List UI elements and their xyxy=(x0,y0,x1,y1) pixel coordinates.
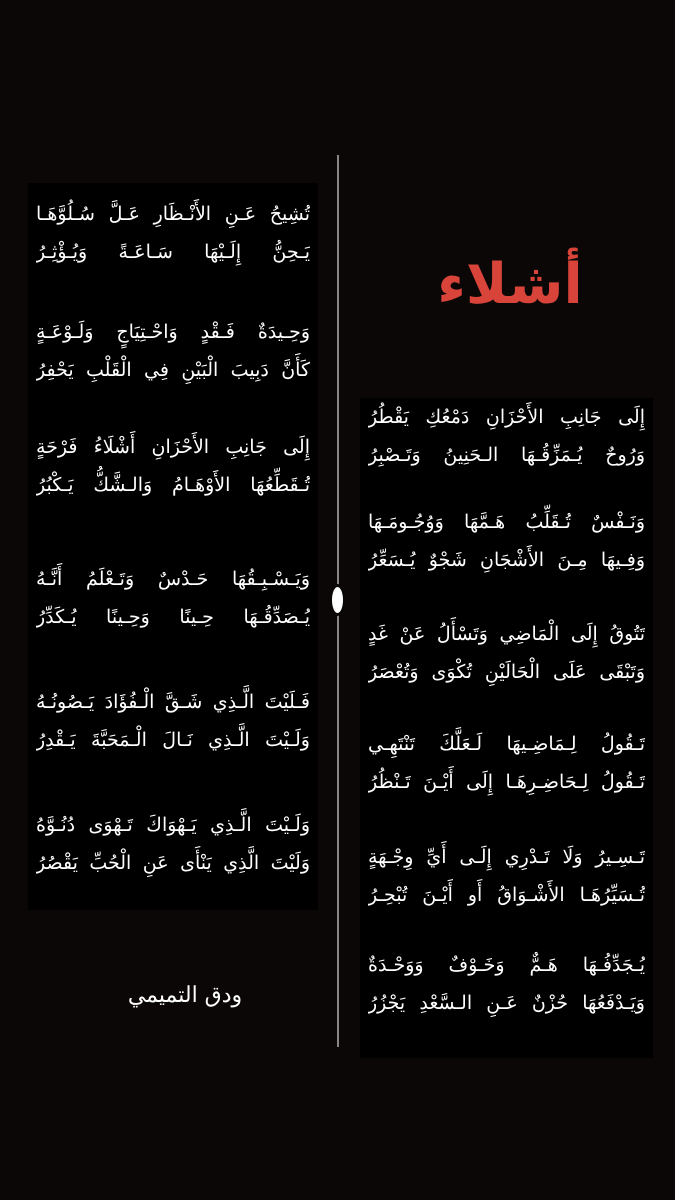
verse-line: يَـحِنُّ إِلَـيْهَا سَـاعَـةً وَيُـؤْثِـرُ xyxy=(36,241,310,263)
stanza xyxy=(368,838,645,914)
divider-ornament xyxy=(332,587,343,613)
verse-line: وَتَبْقَى عَلَى الْحَالَيْنِ تُكْوَى وَتُعْصَرُ xyxy=(368,661,645,683)
stanza xyxy=(368,398,645,474)
verse-line: وَيَـدْفَعُهَا حُزْنٌ عَـنِ الـسَّعْدِ يَجْزُرُ xyxy=(368,992,645,1014)
stanza xyxy=(36,806,310,882)
verse-line: وَحِـيدَةٌ فَـقْدٍ وَاحْـتِيَاجٍ وَلَـوْعَـةٍ xyxy=(36,321,310,343)
verse-line: وَيَـسْـبِـقُهَا حَـدْسٌ وَتَـعْلَمُ أَنَّـهُ xyxy=(36,568,310,590)
verse-line: تَـقُولُ لِـمَاضِـيهَا لَـعَلَّكَ تَنْتَهِـي xyxy=(368,733,645,755)
verse-line: إِلَى جَانِبِ الأَحْزَانِ دَمْعُكِ يَقْطُرُ xyxy=(368,406,645,428)
left-verse-panel xyxy=(28,183,318,910)
stanza xyxy=(36,195,310,271)
verse-line: تَـسِـيرُ وَلَا تَـدْرِي إِلَـى أَيِّ وِجْـهَةٍ xyxy=(368,846,645,868)
stanza xyxy=(36,683,310,759)
author-signature: ودق التميمي xyxy=(127,983,243,1008)
verse-line: تَـقُولُ لِـحَاضِـرِهَـا إِلَى أَيْـنَ تَـنْظُرُ xyxy=(368,771,645,793)
verse-line: يُـجَدِّفُـهَا هَـمٌّ وَخَـوْفٌ وَوَحْـدَةٌ xyxy=(368,954,645,976)
verse-line: تَتُوقُ إِلَى الْمَاضِي وَتَسْأَلُ عَنْ غَدٍ xyxy=(368,623,645,645)
verse-line: وَفِـيهَا مِـنَ الأَشْجَانِ شَجْوٌ يُـسَعِّرُ xyxy=(368,549,645,571)
verse-line: تُشِيحُ عَـنِ الأَنْـظَارِ عَـلَّ سُـلُوَّهَـا xyxy=(36,203,310,225)
verse-line: وَلَـيْتَ الَّـذِي نَـالَ الْـمَحَبَّةَ يَـقْدِرُ xyxy=(36,729,310,751)
verse-line: وَلَيْتَ الَّذِي يَنْأَى عَنِ الْحُبِّ يَقْصُرُ xyxy=(36,852,310,874)
verse-line: فَـلَيْتَ الَّـذِي شَـقَّ الْـفُؤَادَ يَـصُونُـهُ xyxy=(36,691,310,713)
stanza xyxy=(36,560,310,636)
right-verse-panel xyxy=(360,398,653,1058)
verse-line: يُـصَدِّقُـهَا حِـينًا وَحِـينًا يُـكَدِّرُ xyxy=(36,606,310,628)
stanza xyxy=(36,313,310,389)
verse-line: تُـسَيِّرُهَـا الأَشْـوَاقُ أَو أَيْـنَ تُبْحِـرُ xyxy=(368,884,645,906)
verse-line: كَأَنَّ دَبِيبَ الْبَيْنِ فِي الْقَلْبِ يَحْفِرُ xyxy=(36,359,310,381)
verse-line: وَنَـفْسٌ تُـقَلِّبُ هَـمَّهَا وَوُجُـومَـهَا xyxy=(368,511,645,533)
stanza xyxy=(368,615,645,691)
stanza xyxy=(368,725,645,801)
verse-line: وَرُوحٌ يُـمَزِّقُـهَا الـحَنِينُ وَتَـصْبِرُ xyxy=(368,444,645,466)
verse-line: تُـقَطِّعُهَا الأَوْهَـامُ وَالـشَّكُّ يَـكْبُرُ xyxy=(36,474,310,496)
stanza xyxy=(368,503,645,579)
verse-line: إِلَى جَانِبِ الأَحْزَانِ أَشْلَاءُ فَرْحَةٍ xyxy=(36,436,310,458)
poem-title: أشلاء xyxy=(437,252,583,317)
stanza xyxy=(36,428,310,504)
stanza xyxy=(368,946,645,1022)
verse-line: وَلَـيْتَ الَّـذِي يَـهْوَاكَ تَـهْوَى دُنُـوَّهُ xyxy=(36,814,310,836)
